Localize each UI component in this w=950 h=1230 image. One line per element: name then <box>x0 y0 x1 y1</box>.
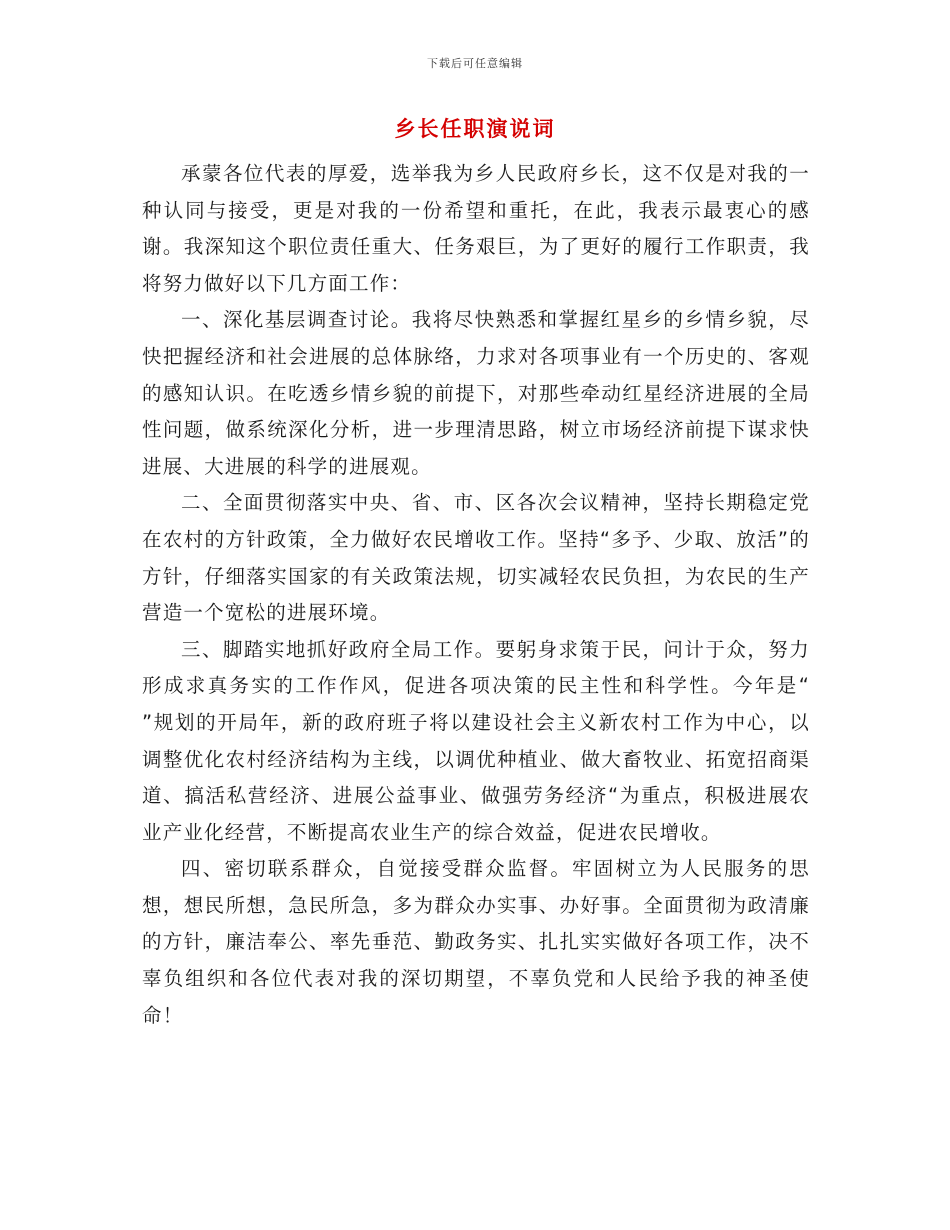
paragraph-point-4: 四、密切联系群众，自觉接受群众监督。牢固树立为人民服务的思想，想民所想，急民所急，多为群众办实事、办好事。全面贯彻为政清廉的方针，廉洁奉公、率先垂范、勤政务实、扎扎实实做好各项工作，决不辜负组织和各位代表对我的深切期望，不辜负党和人民给予我的神圣使命！ <box>142 857 810 1027</box>
paragraph-point-1: 一、深化基层调查讨论。我将尽快熟悉和掌握红星乡的乡情乡貌，尽快把握经济和社会进展的总体脉络，力求对各项事业有一个历史的、客观的感知认识。在吃透乡情乡貌的前提下，对那些牵动红星经济进展的全局性问题，做系统深化分析，进一步理清思路，树立市场经济前提下谋求快进展、大进展的科学的进展观。 <box>142 308 810 478</box>
header-note: 下载后可任意编辑 <box>427 57 523 70</box>
paragraph-intro: 承蒙各位代表的厚爱，选举我为乡人民政府乡长，这不仅是对我的一种认同与接受，更是对我的一份希望和重托，在此，我表示最衷心的感谢。我深知这个职位责任重大、任务艰巨，为了更好的履行工作职责，我将努力做好以下几方面工作： <box>142 162 810 295</box>
paragraph-point-2: 二、全面贯彻落实中央、省、市、区各次会议精神，坚持长期稳定党在农村的方针政策，全力做好农民增收工作。坚持“多予、少取、放活”的方针，仔细落实国家的有关政策法规，切实减轻农民负担，为农民的生产营造一个宽松的进展环境。 <box>142 491 810 625</box>
paragraph-point-3: 三、脚踏实地抓好政府全局工作。要躬身求策于民，问计于众，努力形成求真务实的工作作风，促进各项决策的民主性和科学性。今年是“ ”规划的开局年，新的政府班子将以建设社会主义新农村工作为中心，以调整优化农村经济结构为主线，以调优种植业、做大畜牧业、拓宽招商渠道、搞活私营经济、进展公益事业、做强劳务经济“为重点，积极进展农业产业化经营，不断提高农业生产的综合效益，促进农民增收。 <box>142 637 810 844</box>
document-body <box>142 156 810 1034</box>
document-title: 乡长任职演说词 <box>394 117 556 141</box>
